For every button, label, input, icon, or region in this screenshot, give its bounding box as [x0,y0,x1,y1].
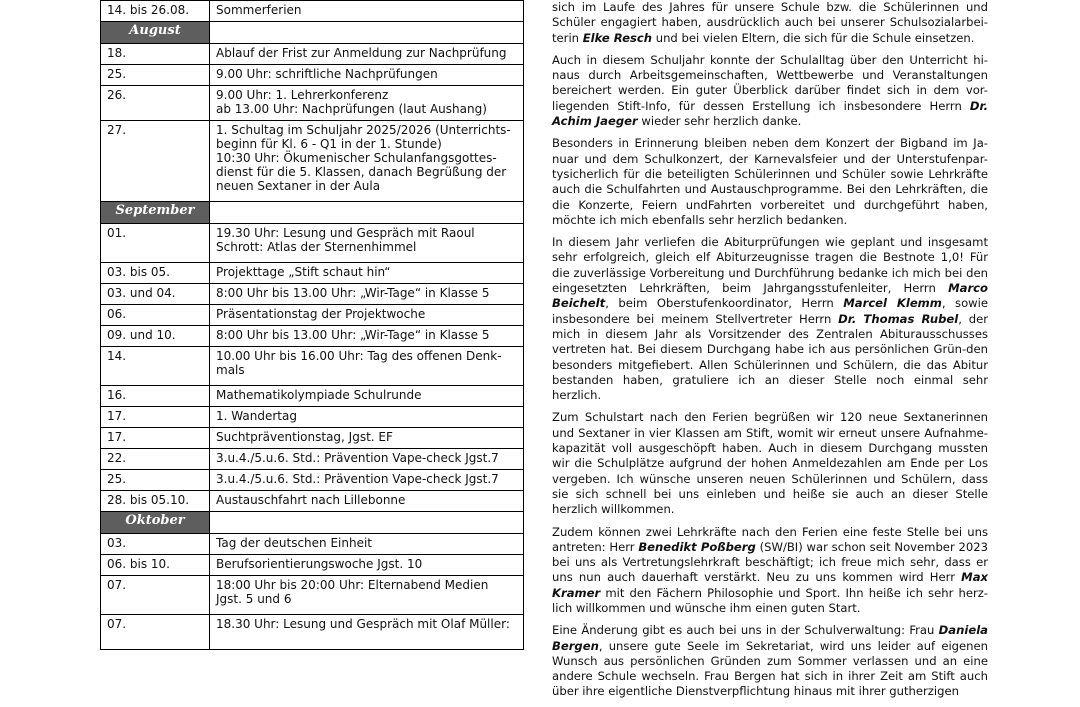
person-name: Max Kramer [552,570,988,600]
event-date: 14. [101,347,210,386]
event-date: 16. [101,386,210,407]
person-name: Marcel Klemm [843,296,942,311]
event-description: 18:00 Uhr bis 20:00 Uhr: Elternabend Medien Jgst. 5 und 6 [210,576,524,615]
letter-paragraph [552,235,988,403]
event-date: 09. und 10. [101,326,210,347]
event-date: 27. [101,121,210,202]
paragraph-text: In diesem Jahr verliefen die Abiturprüfungen wie geplant und insgesamt sehr erfolgreich, gleich elf Abiturzeugnisse tragen die Bestnote 1,0! Für die zuverlässige Vorbereitung und Durchführung bedanke ich mich bei den eingesetzten Lehrkräften, beim Jahrgangsstufenleiter, Herrn [552,235,988,296]
event-date: 03. bis 05. [101,263,210,284]
event-date: 25. [101,65,210,86]
calendar-row [101,326,524,347]
event-description: Berufsorientierungswoche Jgst. 10 [210,555,524,576]
paragraph-text: , unsere gute Seele im Sekretariat, wird uns leider auf eigenen Wunsch aus persönlichen Gründen zum Sommer verlassen und an eine andere Schule wechseln. Frau Bergen hat sich in ihrer Zeit am Stift auch über ihre eigentliche Dienstverpflichtung hinaus mit ihrer gutherzigen [552,638,988,699]
calendar-row [101,347,524,386]
paragraph-text: und bei vielen Eltern, die sich für die Schule einsetzen. [652,30,975,45]
month-header [101,512,524,534]
event-date: 14. bis 26.08. [101,1,210,22]
paragraph-text: sich im Laufe des Jahres für unsere Schule bzw. die Schülerinnen und Schüler engagiert haben, ausdrücklich auch bei unserer Schulsozialarbei-terin [552,0,988,45]
calendar-row [101,428,524,449]
paragraph-text: , der mich in diesem Jahr als Vorsitzender des Zentralen Abiturausschusses vertreten hat. Bei diesem Durchgang habe ich aus persönlichen Grün-den besonders mitgefiebert. Allen Schülerinnen und Schülern, die das Abitur bestanden haben, gratuliere ich an dieser Stelle noch einmal sehr herzlich. [552,311,989,403]
event-description: 1. Wandertag [210,407,524,428]
event-description: Suchtpräventionstag, Jgst. EF [210,428,524,449]
letter-paragraph [552,410,988,517]
paragraph-text: wieder sehr herzlich danke. [637,114,802,129]
paragraph-text: Auch in diesem Schuljahr konnte der Schulalltag über den Unterricht hi-naus durch Arbeitsgemeinschaften, Wettbewerbe und Veranstaltungen bereichert werden. Ein guter Überblick darüber findet sich in dem vor-liegenden Stift-Info, für dessen Erstellung ich insbesondere Herrn [552,52,988,113]
calendar-row [101,470,524,491]
event-date: 03. und 04. [101,284,210,305]
event-description: 3.u.4./5.u.6. Std.: Prävention Vape-check Jgst.7 [210,449,524,470]
calendar-row [101,263,524,284]
event-description: Präsentationstag der Projektwoche [210,305,524,326]
person-name: Daniela Bergen [552,623,988,653]
month-header [101,22,524,44]
month-header [101,202,524,224]
event-description: 8:00 Uhr bis 13.00 Uhr: „Wir-Tage“ in Klasse 5 [210,326,524,347]
event-date: 07. [101,615,210,650]
calendar-row [101,121,524,202]
event-date: 01. [101,224,210,263]
event-description: 18.30 Uhr: Lesung und Gespräch mit Olaf Müller: [210,615,524,650]
event-description: 3.u.4./5.u.6. Std.: Prävention Vape-check Jgst.7 [210,470,524,491]
letter-paragraph [552,53,988,129]
event-date: 22. [101,449,210,470]
person-name: Elke Resch [582,30,653,45]
calendar-row [101,86,524,121]
month-empty-cell [210,512,524,534]
event-description: 19.30 Uhr: Lesung und Gespräch mit Raoul Schrott: Atlas der Sternenhimmel [210,224,524,263]
letter-paragraph [552,0,988,46]
calendar-row [101,44,524,65]
paragraph-text: (SW/BI) war schon seit November 2023 bei uns als Vertretungslehrkraft beschäftigt; ich freue mich sehr, dass er uns nun auch dauerhaft verstärkt. Neu zu uns kommen wird Herr [552,539,989,585]
event-date: 25. [101,470,210,491]
event-description: Projekttage „Stift schaut hin“ [210,263,524,284]
event-description: Sommerferien [210,1,524,22]
event-date: 06. bis 10. [101,555,210,576]
letter-text [552,0,988,707]
event-date: 06. [101,305,210,326]
letter-paragraph [552,623,988,699]
event-description: Mathematikolympiade Schulrunde [210,386,524,407]
month-name: Oktober [101,512,210,534]
month-empty-cell [210,22,524,44]
event-description: 10.00 Uhr bis 16.00 Uhr: Tag des offenen Denk-mals [210,347,524,386]
person-name: Marco Beichelt [552,281,988,311]
event-description: 1. Schultag im Schuljahr 2025/2026 (Unterrichts-beginn für Kl. 6 - Q1 in der 1. Stunde) 10:30 Uhr: Ökumenischer Schulanfangsgottes-dienst für die 5. Klassen, danach Begrüßung der neuen Sextaner in der Aula [210,121,524,202]
event-description: Ablauf der Frist zur Anmeldung zur Nachprüfung [210,44,524,65]
calendar-row [101,284,524,305]
calendar-row [101,305,524,326]
person-name: Benedikt Poßberg [638,539,756,554]
event-description: Austauschfahrt nach Lillebonne [210,491,524,512]
paragraph-text: , beim Oberstufenkoordinator, Herrn [605,296,844,311]
paragraph-text: Zum Schulstart nach den Ferien begrüßen wir 120 neue Sextanerinnen und Sextaner in vier Klassen am Stift, womit wir erneut unsere Aufnahme-kapazität voll ausgeschöpft haben. Auch in diesem Durchgang mussten wir die Schulplätze aufgrund der hohen Anmeldezahlen am Ende per Los vergeben. Ich wünsche unseren neuen Schülerinnen und Schülern, dass sie sich schnell bei uns einleben und heiße sie auch an dieser Stelle herzlich willkommen. [552,410,988,517]
paragraph-text: Eine Änderung gibt es auch bei uns in der Schulverwaltung: Frau [552,623,939,638]
paragraph-text: mit den Fächern Philosophie und Sport. Ihn heiße ich sehr herz-lich willkommen und wünsche ihm einen guten Start. [552,585,988,615]
event-date: 18. [101,44,210,65]
letter-paragraph [552,136,988,228]
event-date: 03. [101,534,210,555]
event-description: 9.00 Uhr: 1. Lehrerkonferenz ab 13.00 Uhr: Nachprüfungen (laut Aushang) [210,86,524,121]
calendar-row [101,65,524,86]
event-date: 17. [101,428,210,449]
month-name: August [101,22,210,44]
calendar-row [101,576,524,615]
event-description: Tag der deutschen Einheit [210,534,524,555]
event-date: 26. [101,86,210,121]
calendar-row [101,555,524,576]
calendar-row [101,534,524,555]
paragraph-text: , sowie insbesondere bei meinem Stellvertreter Herrn [552,296,989,326]
month-empty-cell [210,202,524,224]
calendar-row [101,449,524,470]
calendar-row [101,386,524,407]
event-date: 07. [101,576,210,615]
letter-paragraph [552,525,988,617]
person-name: Dr. Achim Jaeger [552,98,988,129]
event-date: 17. [101,407,210,428]
calendar-table [100,0,524,650]
calendar-row [101,407,524,428]
person-name: Dr. Thomas Rubel [838,311,959,326]
event-description: 8:00 Uhr bis 13.00 Uhr: „Wir-Tage“ in Klasse 5 [210,284,524,305]
paragraph-text: Zudem können zwei Lehrkräfte nach den Ferien eine feste Stelle bei uns antreten: Herr [552,524,988,554]
month-name: September [101,202,210,224]
calendar-row [101,615,524,650]
paragraph-text: Besonders in Erinnerung bleiben neben dem Konzert der Bigband im Ja-nuar und dem Schulkonzert, der Karnevalsfeier und der Unterstufenpar-tysicherlich für die beteiligten Schülerinnen und Schüler sowie Lehrkräfte auch die Schulfahrten und Austauschprogramme. Bei den Lehrkräften, die die Konzerte, Feiern undFahrten vorbereitet und durchgeführt haben, möchte ich mich ebenfalls sehr herzlich bedanken. [552,136,988,227]
event-description: 9.00 Uhr: schriftliche Nachprüfungen [210,65,524,86]
calendar-row [101,1,524,22]
calendar-row [101,224,524,263]
event-date: 28. bis 05.10. [101,491,210,512]
calendar-row [101,491,524,512]
